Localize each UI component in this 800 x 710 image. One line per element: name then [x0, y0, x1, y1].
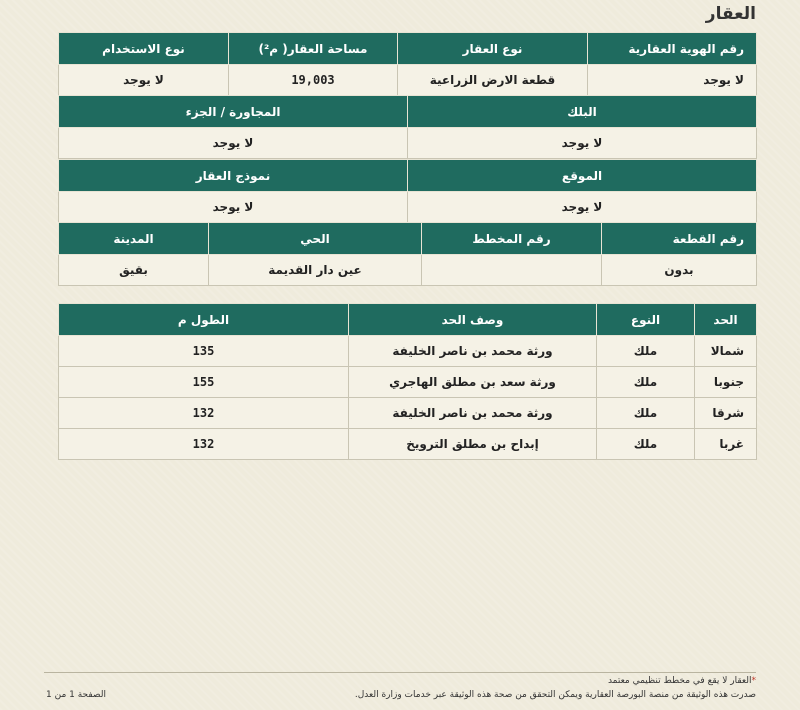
property-info-table [58, 32, 757, 96]
table-row [59, 336, 757, 367]
boundary-length: 155 [59, 367, 349, 398]
value-district: عين دار القديمة [209, 255, 422, 286]
table-header-row [59, 33, 757, 65]
boundary-description: ورثة سعد بن مطلق الهاجري [349, 367, 597, 398]
header-district: الحي [209, 223, 422, 255]
footnote-star: * [751, 676, 756, 686]
boundary-type: ملك [597, 429, 695, 460]
header-boundary-type: النوع [597, 304, 695, 336]
header-location: الموقع [408, 160, 757, 192]
boundary-description: إبداح بن مطلق الترويخ [349, 429, 597, 460]
boundary-type: ملك [597, 398, 695, 429]
value-block: لا يوجد [408, 128, 757, 159]
value-property-area: 19,003 [229, 65, 398, 96]
value-location: لا يوجد [408, 192, 757, 223]
value-property-type: قطعة الارض الزراعية [398, 65, 588, 96]
table-header-row [59, 223, 757, 255]
header-usage-type: نوع الاستخدام [59, 33, 229, 65]
value-city: بقيق [59, 255, 209, 286]
header-property-model: نموذج العقار [59, 160, 408, 192]
header-block: البلك [408, 96, 757, 128]
section-title: العقار [705, 4, 756, 24]
table-row [59, 65, 757, 96]
boundary-direction: شمالا [695, 336, 757, 367]
table-row [59, 367, 757, 398]
boundary-type: ملك [597, 336, 695, 367]
boundary-length: 132 [59, 398, 349, 429]
table-row [59, 128, 757, 159]
table-row [59, 255, 757, 286]
value-usage-type: لا يوجد [59, 65, 229, 96]
boundary-direction: غربا [695, 429, 757, 460]
table-row [59, 429, 757, 460]
footnote-verification: صدرت هذه الوثيقة من منصة البورصة العقارية ويمكن التحقق من صحة هذه الوثيقة عبر خدمات وزارة العدل. [354, 690, 756, 700]
table-header-row [59, 160, 757, 192]
boundary-type: ملك [597, 367, 695, 398]
boundary-description: ورثة محمد بن ناصر الخليفة [349, 398, 597, 429]
boundary-direction: شرقا [695, 398, 757, 429]
header-city: المدينة [59, 223, 209, 255]
header-scheme-number: رقم المخطط [422, 223, 602, 255]
value-property-id: لا يوجد [588, 65, 757, 96]
boundary-length: 132 [59, 429, 349, 460]
value-property-model: لا يوجد [59, 192, 408, 223]
header-neighborhood-part: المجاورة / الجزء [59, 96, 408, 128]
header-property-type: نوع العقار [398, 33, 588, 65]
value-plot-number: بدون [602, 255, 757, 286]
footer-divider [44, 672, 756, 673]
page-number: الصفحة 1 من 1 [46, 690, 106, 700]
header-property-area: مساحة العقار( م²) [229, 33, 398, 65]
header-property-id: رقم الهوية العقارية [588, 33, 757, 65]
footnote-scheme-text: العقار لا يقع في مخطط تنظيمي معتمد [607, 676, 752, 686]
header-boundary-description: وصف الحد [349, 304, 597, 336]
block-table [58, 95, 757, 159]
plot-table [58, 222, 757, 286]
boundary-direction: جنوبا [695, 367, 757, 398]
header-length: الطول م [59, 304, 349, 336]
footnote-scheme [608, 676, 756, 686]
table-header-row [59, 304, 757, 336]
boundaries-table [58, 303, 757, 460]
table-header-row [59, 96, 757, 128]
header-plot-number: رقم القطعة [602, 223, 757, 255]
table-row [59, 398, 757, 429]
value-neighborhood-part: لا يوجد [59, 128, 408, 159]
value-scheme-number [422, 255, 602, 286]
boundary-description: ورثة محمد بن ناصر الخليفة [349, 336, 597, 367]
location-table [58, 159, 757, 223]
boundary-length: 135 [59, 336, 349, 367]
table-row [59, 192, 757, 223]
header-boundary: الحد [695, 304, 757, 336]
